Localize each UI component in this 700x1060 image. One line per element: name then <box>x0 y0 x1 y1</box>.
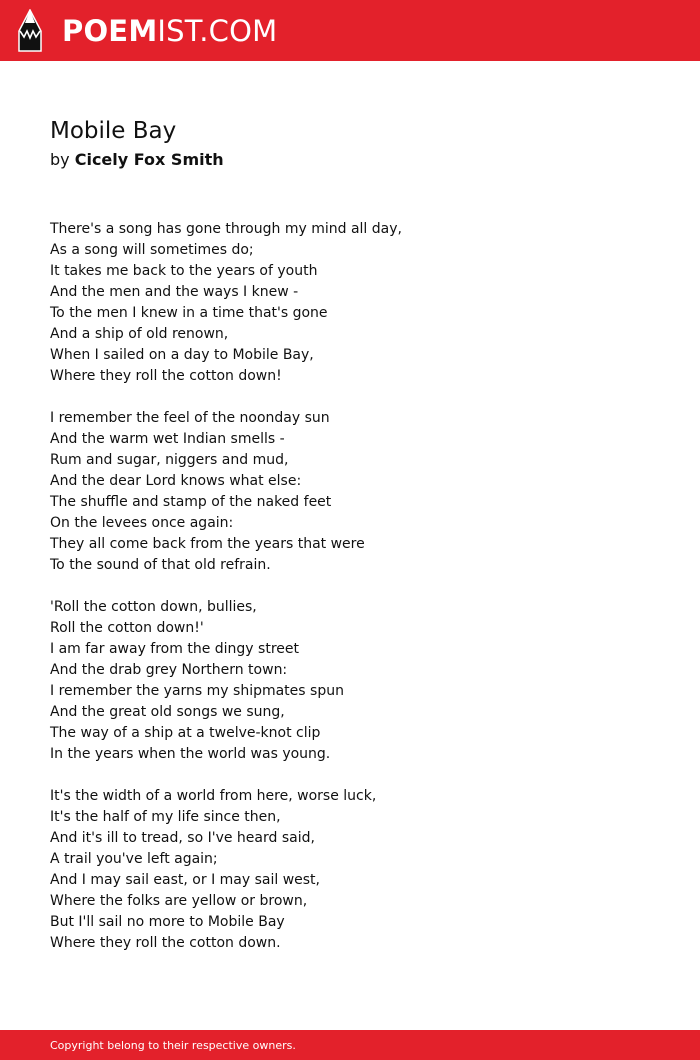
poem-line: Where they roll the cotton down! <box>50 368 282 384</box>
poem-line: And it's ill to tread, so I've heard said, <box>50 830 315 846</box>
brand-bold: POEM <box>62 14 158 48</box>
poem-line: 'Roll the cotton down, bullies, <box>50 599 257 615</box>
poem-line: Where they roll the cotton down. <box>50 935 281 951</box>
brand-light: IST.COM <box>157 14 278 48</box>
site-header <box>0 0 700 61</box>
poem-line: To the men I knew in a time that's gone <box>50 305 328 321</box>
copyright-text: Copyright belong to their respective owners. <box>50 1039 296 1052</box>
poem-line: And the dear Lord knows what else: <box>50 473 302 489</box>
poem-line: It's the half of my life since then, <box>50 809 281 825</box>
poem-line: I am far away from the dingy street <box>50 641 299 657</box>
poem-line: Roll the cotton down!' <box>50 620 204 636</box>
poem-line: And the men and the ways I knew - <box>50 284 299 300</box>
byline-prefix: by <box>50 150 70 169</box>
author-name: Cicely Fox Smith <box>74 150 224 169</box>
poem-title: Mobile Bay <box>50 118 177 144</box>
poem-line: There's a song has gone through my mind all day, <box>50 221 402 237</box>
stanza <box>50 786 650 954</box>
poem-line: To the sound of that old refrain. <box>50 557 271 573</box>
poem-line: It takes me back to the years of youth <box>50 263 318 279</box>
poem-line: In the years when the world was young. <box>50 746 331 762</box>
poem-line: I remember the feel of the noonday sun <box>50 410 330 426</box>
poem-body <box>50 219 650 975</box>
poem-line: A trail you've left again; <box>50 851 218 867</box>
byline <box>50 149 224 170</box>
poem-line: And the warm wet Indian smells - <box>50 431 285 447</box>
poem-line: And I may sail east, or I may sail west, <box>50 872 320 888</box>
stanza <box>50 408 650 576</box>
stanza <box>50 597 650 765</box>
site-logo[interactable] <box>62 13 277 49</box>
poem-line: Where the folks are yellow or brown, <box>50 893 308 909</box>
poem-line: They all come back from the years that were <box>50 536 365 552</box>
stanza <box>50 219 650 387</box>
poem-line: But I'll sail no more to Mobile Bay <box>50 914 285 930</box>
poem-line: And the great old songs we sung, <box>50 704 285 720</box>
site-footer <box>0 1030 700 1060</box>
poem-line: On the levees once again: <box>50 515 234 531</box>
poem-line: Rum and sugar, niggers and mud, <box>50 452 289 468</box>
poem-line: The shuffle and stamp of the naked feet <box>50 494 332 510</box>
poem-line: And a ship of old renown, <box>50 326 229 342</box>
poem-line: As a song will sometimes do; <box>50 242 254 258</box>
pen-nib-icon[interactable] <box>17 9 43 52</box>
poem-line: I remember the yarns my shipmates spun <box>50 683 344 699</box>
poem-line: The way of a ship at a twelve-knot clip <box>50 725 321 741</box>
poem-line: It's the width of a world from here, worse luck, <box>50 788 377 804</box>
poem-line: When I sailed on a day to Mobile Bay, <box>50 347 314 363</box>
poem-line: And the drab grey Northern town: <box>50 662 288 678</box>
